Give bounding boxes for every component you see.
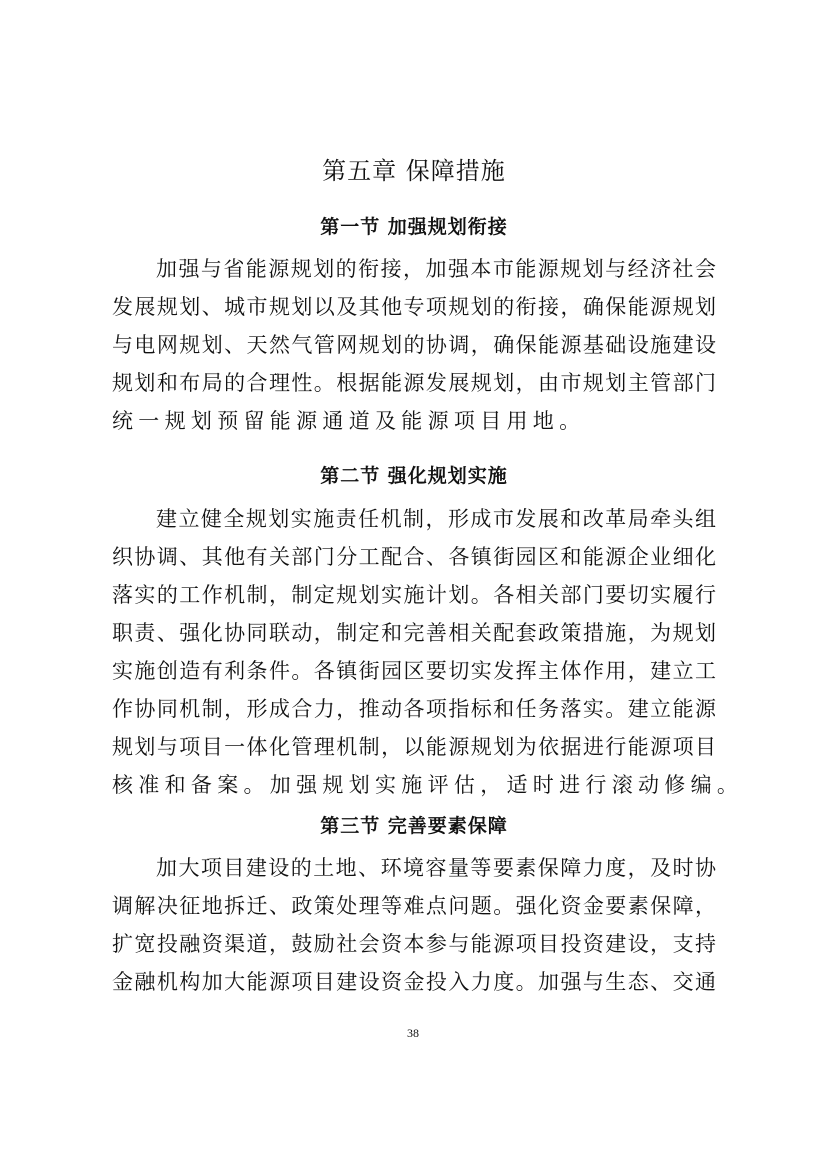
section-heading: 第一节 加强规划衔接 — [320, 216, 508, 238]
text-line: 统一规划预留能源通道及能源项目用地。 — [112, 409, 586, 433]
text-line: 落实的工作机制，制定规划实施计划。各相关部门要切实履行 — [112, 583, 716, 607]
text-line: 核准和备案。加强规划实施评估，适时进行滚动修编。 — [112, 773, 744, 797]
text-line: 职责、强化协同联动，制定和完善相关配套政策措施，为规划 — [112, 621, 716, 645]
text-line: 作协同机制，形成合力，推动各项指标和任务落实。建立能源 — [112, 697, 716, 721]
text-line: 织协调、其他有关部门分工配合、各镇街园区和能源企业细化 — [112, 545, 716, 569]
paragraph — [112, 250, 716, 440]
section-heading: 第二节 强化规划实施 — [320, 465, 508, 487]
text-line: 加强与省能源规划的衔接，加强本市能源规划与经济社会 — [156, 257, 716, 281]
text-line: 发展规划、城市规划以及其他专项规划的衔接，确保能源规划 — [112, 295, 716, 319]
section-heading: 第三节 完善要素保障 — [320, 815, 508, 837]
chapter-title: 第五章 保障措施 — [322, 157, 506, 185]
text-line: 调解决征地拆迁、政策处理等难点问题。强化资金要素保障， — [112, 894, 716, 918]
paragraph — [112, 500, 744, 804]
text-line: 规划与项目一体化管理机制，以能源规划为依据进行能源项目 — [112, 735, 716, 759]
text-line: 规划和布局的合理性。根据能源发展规划，由市规划主管部门 — [112, 371, 716, 395]
text-line: 扩宽投融资渠道，鼓励社会资本参与能源项目投资建设，支持 — [112, 932, 716, 956]
text-line: 金融机构加大能源项目建设资金投入力度。加强与生态、交通 — [112, 970, 716, 994]
text-line: 与电网规划、天然气管网规划的协调，确保能源基础设施建设 — [112, 333, 716, 357]
text-line: 建立健全规划实施责任机制，形成市发展和改革局牵头组 — [156, 507, 716, 531]
text-line: 实施创造有利条件。各镇街园区要切实发挥主体作用，建立工 — [112, 659, 716, 683]
paragraph — [112, 849, 716, 1001]
page-number: 38 — [407, 1026, 419, 1040]
text-line: 加大项目建设的土地、环境容量等要素保障力度，及时协 — [156, 856, 716, 880]
